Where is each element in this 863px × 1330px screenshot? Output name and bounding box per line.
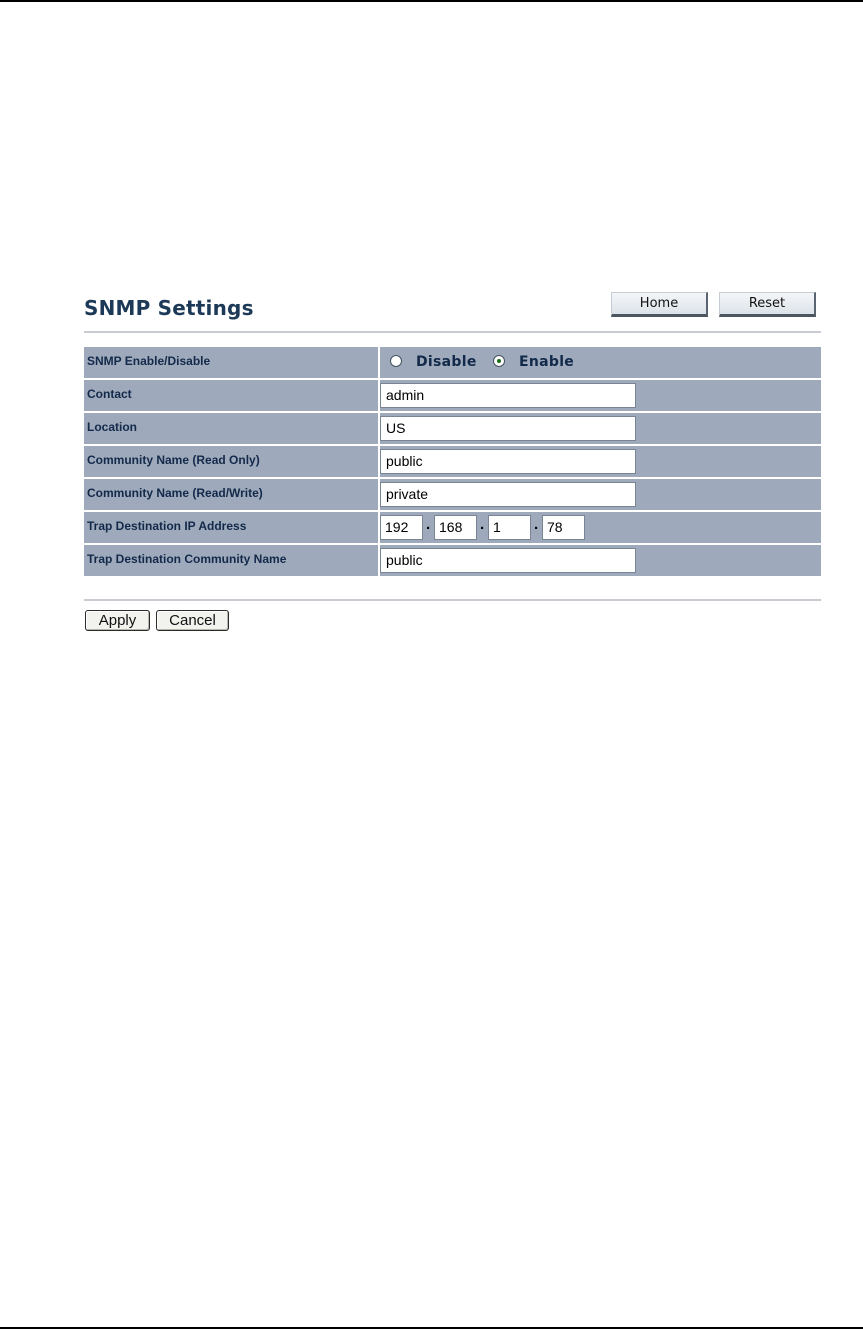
footer-divider: [84, 599, 821, 601]
page-top-rule: [0, 0, 863, 2]
page-bottom-rule: [0, 1327, 863, 1329]
trap-ip-label: Trap Destination IP Address: [84, 512, 378, 543]
settings-table: [84, 347, 821, 578]
community-read-only-input[interactable]: public: [380, 449, 636, 474]
settings-row-contact: [84, 380, 821, 411]
location-label: Location: [84, 413, 378, 444]
ip-separator: .: [426, 516, 431, 533]
community-read-write-input[interactable]: private: [380, 482, 636, 507]
settings-row-snmp-enable: [84, 347, 821, 378]
community-read-write-label: Community Name (Read/Write): [84, 479, 378, 510]
snmp-enable-value: [380, 347, 821, 378]
trap-community-label: Trap Destination Community Name: [84, 545, 378, 576]
disable-radio[interactable]: [390, 355, 402, 367]
community-read-write-value-cell: [380, 479, 821, 510]
apply-button[interactable]: Apply: [85, 610, 150, 631]
settings-row-trap-ip: [84, 512, 821, 543]
trap-ip-octet-4[interactable]: 78: [542, 515, 585, 540]
enable-radio-label[interactable]: Enable: [519, 354, 575, 370]
ip-separator: .: [534, 516, 539, 533]
header-divider: [84, 331, 821, 333]
snmp-enable-label: SNMP Enable/Disable: [84, 347, 378, 378]
ip-separator: .: [480, 516, 485, 533]
settings-row-community-read-only: [84, 446, 821, 477]
trap-ip-octet-3[interactable]: 1: [488, 515, 531, 540]
location-input[interactable]: US: [380, 416, 636, 441]
trap-ip-octet-1[interactable]: 192: [380, 515, 423, 540]
enable-radio[interactable]: [493, 355, 505, 367]
settings-row-location: [84, 413, 821, 444]
reset-button[interactable]: Reset: [719, 292, 816, 317]
settings-row-community-read-write: [84, 479, 821, 510]
page-title: SNMP Settings: [84, 296, 254, 320]
trap-community-input[interactable]: public: [380, 548, 636, 573]
community-read-only-value-cell: [380, 446, 821, 477]
contact-value-cell: [380, 380, 821, 411]
trap-community-value-cell: [380, 545, 821, 576]
trap-ip-value-cell: [380, 512, 821, 543]
settings-row-trap-community: [84, 545, 821, 576]
disable-radio-label[interactable]: Disable: [416, 354, 477, 370]
trap-ip-octet-2[interactable]: 168: [434, 515, 477, 540]
community-read-only-label: Community Name (Read Only): [84, 446, 378, 477]
location-value-cell: [380, 413, 821, 444]
contact-label: Contact: [84, 380, 378, 411]
cancel-button[interactable]: Cancel: [156, 610, 229, 631]
contact-input[interactable]: admin: [380, 383, 636, 408]
home-button[interactable]: Home: [611, 292, 708, 317]
